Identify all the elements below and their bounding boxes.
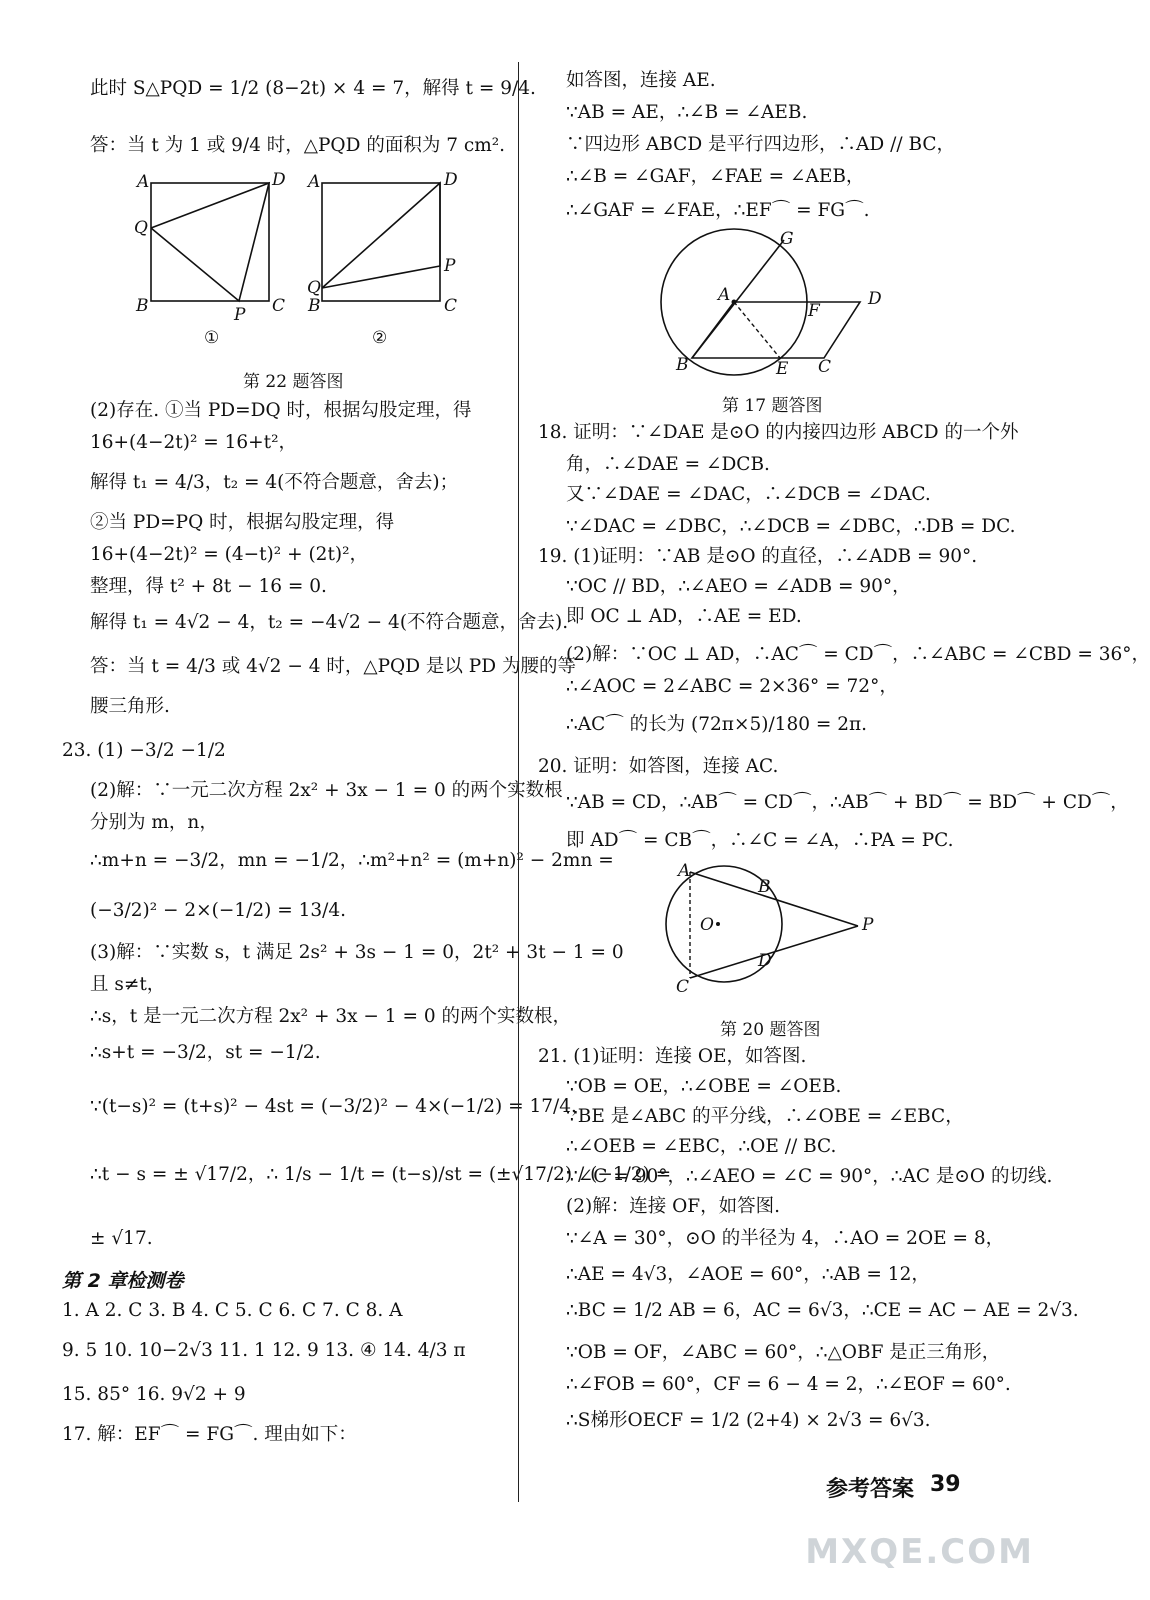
text-line: ∴t − s = ± √17/2，∴ 1/s − 1/t = (t−s)/st = (±√17/2) / (−1/2) = [90, 1164, 672, 1185]
text-line: 21. (1)证明：连接 OE，如答图. [538, 1046, 807, 1067]
text-line: 且 s≠t， [90, 974, 166, 995]
label-p: P [862, 915, 874, 935]
text-line: ∴AC⌒ 的长为 (72π×5)/180 = 2π. [566, 714, 868, 735]
text-line: ∴AE = 4√3，∠AOE = 60°，∴AB = 12， [566, 1264, 930, 1285]
text-line: 此时 S△PQD = 1/2 (8−2t) × 4 = 7，解得 t = 9/4. [90, 78, 536, 99]
text-line: ∵AB = AE，∴∠B = ∠AEB. [566, 102, 808, 123]
text-line: ∴s，t 是一元二次方程 2x² + 3x − 1 = 0 的两个实数根， [90, 1006, 571, 1027]
text-line: ∵∠DAC = ∠DBC，∴∠DCB = ∠DBC，∴DB = DC. [566, 516, 1016, 537]
label-q: Q [307, 278, 321, 298]
point-o [716, 922, 720, 926]
label-d: D [272, 170, 286, 190]
text-line: ± √17. [90, 1228, 153, 1249]
label-c: C [676, 977, 690, 997]
answer-line: 1. A 2. C 3. B 4. C 5. C 6. C 7. C 8. A [62, 1300, 403, 1321]
point-a [732, 300, 737, 305]
text-line: 即 OC ⊥ AD，∴AE = ED. [566, 606, 802, 627]
text-line: 如答图，连接 AE. [566, 70, 716, 91]
text-line: ∴∠FOB = 60°，CF = 6 − 4 = 2，∴∠EOF = 60°. [566, 1374, 1011, 1395]
answer-line: 15. 85° 16. 9√2 + 9 [62, 1384, 246, 1405]
text-line: ②当 PD=PQ 时，根据勾股定理，得 [90, 512, 395, 533]
text-line: 20. 证明：如答图，连接 AC. [538, 756, 779, 777]
text-line: 分别为 m，n， [90, 812, 218, 833]
text-line: 又∵∠DAE = ∠DAC，∴∠DCB = ∠DAC. [566, 484, 931, 505]
text-line: ∵OB = OF，∠ABC = 60°，∴△OBF 是正三角形， [566, 1342, 1001, 1363]
text-line: 16+(4−2t)² = (4−t)² + (2t)²， [90, 544, 369, 565]
label-c: C [444, 296, 458, 316]
column-divider [518, 62, 519, 1502]
label-b: B [676, 355, 689, 375]
label-o: O [700, 915, 714, 935]
label-p: P [234, 305, 246, 325]
text-line: (2)存在. ①当 PD=DQ 时，根据勾股定理，得 [90, 400, 472, 421]
figure-20 [650, 858, 880, 998]
label-p: P [444, 256, 456, 276]
label-d: D [758, 951, 772, 971]
label-c: C [272, 296, 286, 316]
label-a: A [137, 172, 150, 192]
text-line: 18. 证明：∵∠DAE 是⊙O 的内接四边形 ABCD 的一个外 [538, 422, 1019, 443]
text-line: 腰三角形. [90, 696, 170, 717]
figure-17 [640, 228, 900, 378]
text-line: ∵OC // BD，∴∠AEO = ∠ADB = 90°， [566, 576, 911, 597]
label-c: C [818, 357, 832, 377]
answer-line: 9. 5 10. 10−2√3 11. 1 12. 9 13. ④ 14. 4/3 π [62, 1340, 466, 1361]
text-line: 解得 t₁ = 4√2 − 4，t₂ = −4√2 − 4(不符合题意，舍去). [90, 612, 569, 633]
text-line: ∵四边形 ABCD 是平行四边形，∴AD // BC， [566, 134, 956, 155]
label-a: A [718, 285, 731, 305]
text-line: 19. (1)证明：∵AB 是⊙O 的直径，∴∠ADB = 90°. [538, 546, 978, 567]
line-pc [690, 926, 858, 978]
text-line: ∴m+n = −3/2，mn = −1/2，∴m²+n² = (m+n)² − 2mn = [90, 850, 614, 871]
text-line: 即 AD⌒ = CB⌒，∴∠C = ∠A，∴PA = PC. [566, 830, 954, 851]
square-abcd-2 [322, 183, 440, 301]
text-line: 角，∴∠DAE = ∠DCB. [566, 454, 770, 475]
line-pa [690, 872, 858, 926]
text-line: ∵∠C = 90°，∴∠AEO = ∠C = 90°，∴AC 是⊙O 的切线. [566, 1166, 1053, 1187]
watermark: MXQE.COM [805, 1532, 1034, 1572]
text-line: 16+(4−2t)² = 16+t²， [90, 432, 298, 453]
triangle-pqd-2 [322, 183, 440, 288]
figure-sub-label-1: ① [204, 328, 220, 348]
segment-ae [734, 302, 780, 358]
text-line: 整理，得 t² + 8t − 16 = 0. [90, 576, 327, 597]
label-q: Q [134, 218, 148, 238]
text-line: ∵(t−s)² = (t+s)² − 4st = (−3/2)² − 4×(−1/2) = 17/4， [90, 1096, 590, 1117]
text-line: ∴∠AOC = 2∠ABC = 2×36° = 72°， [566, 676, 898, 697]
text-line: ∵OB = OE，∴∠OBE = ∠OEB. [566, 1076, 842, 1097]
line-bg [692, 240, 784, 358]
text-line: ∴∠GAF = ∠FAE，∴EF⌒ = FG⌒. [566, 200, 870, 221]
page-number: 39 [930, 1472, 961, 1497]
text-line: 答：当 t = 4/3 或 4√2 − 4 时，△PQD 是以 PD 为腰的等 [90, 656, 576, 677]
figure-22 [120, 165, 480, 355]
text-line: (2)解：∵一元二次方程 2x² + 3x − 1 = 0 的两个实数根 [90, 780, 563, 801]
label-f: F [808, 301, 820, 321]
footer-label: 参考答案 [826, 1477, 915, 1502]
figure-caption: 第 22 题答图 [243, 372, 344, 392]
label-e: E [776, 359, 789, 379]
label-d: D [444, 170, 458, 190]
text-line: ∵BE 是∠ABC 的平分线，∴∠OBE = ∠EBC， [566, 1106, 964, 1127]
figure-sub-label-2: ② [372, 328, 388, 348]
text-line: ∴∠B = ∠GAF，∠FAE = ∠AEB， [566, 166, 865, 187]
label-a: A [678, 861, 691, 881]
text-line: ∴∠OEB = ∠EBC，∴OE // BC. [566, 1136, 837, 1157]
text-line: ∴S梯形OECF = 1/2 (2+4) × 2√3 = 6√3. [566, 1410, 931, 1431]
text-line: (2)解：连接 OF，如答图. [566, 1196, 780, 1217]
label-b: B [136, 296, 149, 316]
answer-line: 17. 解：EF⌒ = FG⌒. 理由如下： [62, 1424, 357, 1445]
text-line: (2)解：∵OC ⊥ AD，∴AC⌒ = CD⌒，∴∠ABC = ∠CBD = 36°， [566, 644, 1150, 665]
text-line: ∵AB = CD，∴AB⌒ = CD⌒，∴AB⌒ + BD⌒ = BD⌒ + CD⌒， [566, 792, 1129, 813]
label-a: A [308, 172, 321, 192]
triangle-pqd-1 [151, 183, 269, 301]
text-line: (3)解：∵实数 s，t 满足 2s² + 3s − 1 = 0，2t² + 3t − 1 = 0 [90, 942, 624, 963]
text-line: ∴s+t = −3/2，st = −1/2. [90, 1042, 321, 1063]
figure-caption: 第 20 题答图 [720, 1020, 821, 1040]
label-b: B [758, 877, 771, 897]
label-d: D [868, 289, 882, 309]
text-line: 解得 t₁ = 4/3，t₂ = 4(不符合题意，舍去)； [90, 472, 459, 493]
section-heading: 第 2 章检测卷 [62, 1270, 184, 1292]
text-line: 答：当 t 为 1 或 9/4 时，△PQD 的面积为 7 cm². [90, 135, 506, 156]
text-line: ∵∠A = 30°，⊙O 的半径为 4，∴AO = 2OE = 8， [566, 1228, 1005, 1249]
label-g: G [780, 229, 794, 249]
figure-caption: 第 17 题答图 [722, 396, 823, 416]
parallelogram-abcd [692, 302, 860, 358]
text-line: 23. (1) −3/2 −1/2 [62, 740, 226, 761]
label-b: B [308, 296, 321, 316]
text-line: (−3/2)² − 2×(−1/2) = 13/4. [90, 900, 347, 921]
text-line: ∴BC = 1/2 AB = 6，AC = 6√3，∴CE = AC − AE = 2√3. [566, 1300, 1079, 1321]
